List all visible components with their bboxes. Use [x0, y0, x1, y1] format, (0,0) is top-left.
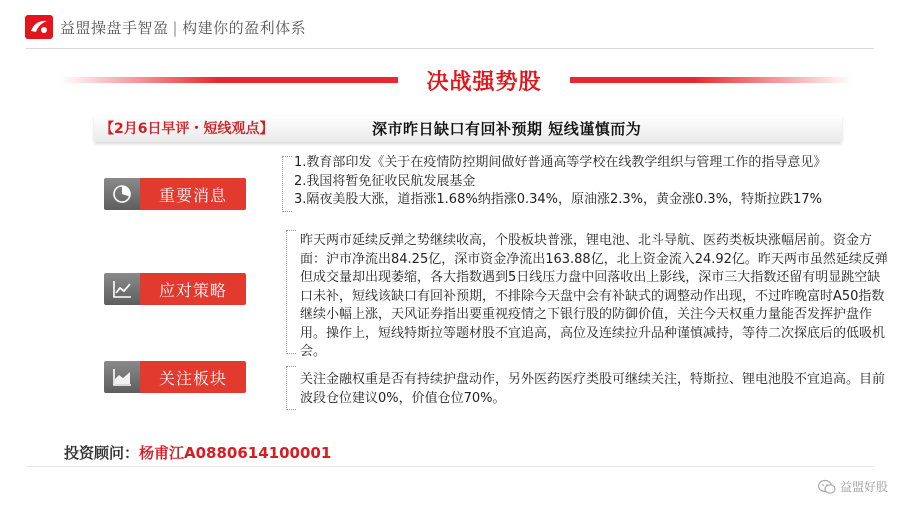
news-bracket: [282, 156, 292, 212]
page-title: 决战强势股: [426, 69, 542, 95]
line-chart-icon: [104, 273, 140, 305]
focus-text: 关注金融权重是否有持续护盘动作，另外医药医疗类股可继续关注，特斯拉、锂电池股不宜追高。目前波段仓位建议0%，价值仓位70%。: [300, 372, 886, 406]
section-label-strategy: [104, 273, 246, 305]
news-item: 2.我国将暂免征收民航发展基金: [294, 173, 476, 189]
pie-chart-icon: [104, 178, 140, 210]
news-item: 1.教育部印发《关于在疫情防控期间做好普通高等学校在线教学组织与管理工作的指导意见》: [294, 155, 827, 170]
advisor: [64, 442, 331, 463]
section-label-news: [104, 178, 246, 210]
yimeng-logo-icon: [24, 14, 54, 40]
title-box: [398, 62, 570, 98]
advisor-value: 杨甫江A0880614100001: [139, 444, 332, 462]
brand-name: 益盟操盘手智盈: [60, 18, 169, 37]
section-title-focus: 关注板块: [140, 361, 246, 393]
section-title-news: 重要消息: [140, 178, 246, 210]
section-label-focus: [104, 361, 246, 393]
news-list: [294, 154, 894, 210]
advisor-label: 投资顾问：: [64, 444, 140, 462]
watermark-text: 益盟好股: [839, 480, 888, 494]
headline: 深市昨日缺口有回补预期 短线谨慎而为: [372, 120, 642, 138]
wechat-icon: [818, 479, 836, 495]
section-title-strategy: 应对策略: [140, 273, 246, 305]
brand-header: [24, 12, 306, 42]
header-divider: [26, 48, 874, 49]
brand-separator: |: [172, 18, 179, 37]
footer-divider: [26, 466, 874, 467]
date-tag: 【2月6日早评・短线观点】: [100, 121, 274, 137]
brand-text: [60, 17, 306, 38]
strategy-text: 昨天两市延续反弹之势继续收高，个股板块普涨，锂电池、北斗导航、医药类板块涨幅居前。资金方面：沪市净流出84.25亿，深市资金净流出163.88亿，北上资金流入24.92亿。昨天两市虽然延续反弹但成交量却出现萎缩，各大指数遇到5日线压力盘中回落收出上影线，深市三大指数还留有明显跳空缺口未补，短线该缺口有回补预期，不排除今天盘中会有补缺式的调整动作出现，不过昨晚富时A50指数继续小幅上涨，天风证券指出要重视疫情之下银行股的防御价值，关注今天权重力量能否发挥护盘作用。操作上，短线特斯拉等题材股不宜追高，高位及连续拉升品种谨慎减持，等待二次探底后的低吸机会。: [300, 233, 888, 359]
news-item: 3.隔夜美股大涨，道指涨1.68%纳指涨0.34%，原油涨2.3%，黄金涨0.3%，特斯拉跌17%: [294, 192, 822, 207]
brand-slogan: 构建你的盈利体系: [182, 18, 307, 37]
area-chart-icon: [104, 361, 140, 393]
focus-bracket: [286, 366, 296, 410]
wechat-watermark: [818, 478, 888, 495]
strategy-bracket: [286, 230, 296, 354]
